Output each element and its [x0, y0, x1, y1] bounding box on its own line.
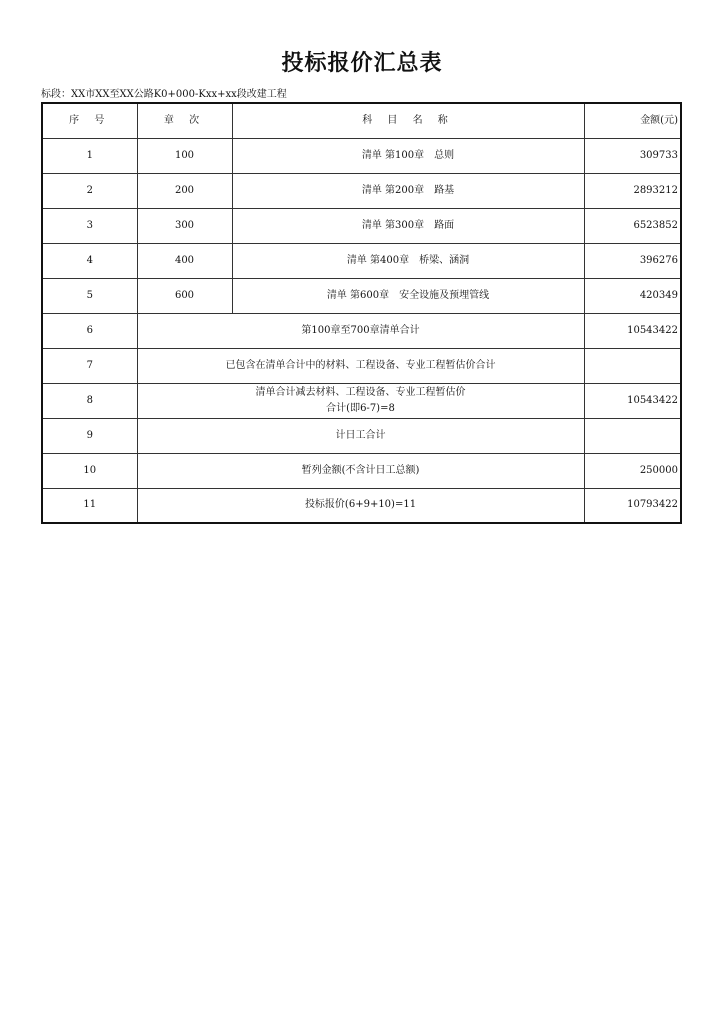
row-amount: 309733 [584, 138, 681, 173]
row-name: 计日工合计 [335, 429, 386, 441]
row-name-cell [137, 313, 584, 348]
header-chapter: 章 次 [137, 103, 232, 138]
total-row [42, 453, 681, 488]
table-row [42, 243, 681, 278]
table-row [42, 173, 681, 208]
row-chapter: 400 [137, 243, 232, 278]
header-name: 科 目 名 称 [232, 103, 584, 138]
table-header [42, 103, 681, 138]
row-chapter: 100 [137, 138, 232, 173]
row-name: 清单 第100章 总则 [232, 138, 584, 173]
row-no: 4 [42, 243, 137, 278]
row-no: 9 [42, 418, 137, 453]
row-no: 1 [42, 138, 137, 173]
row-name: 已包含在清单合计中的材料、工程设备、专业工程暂估价合计 [225, 359, 496, 371]
row-amount: 250000 [584, 453, 681, 488]
row-no: 3 [42, 208, 137, 243]
row-no: 2 [42, 173, 137, 208]
row-no: 11 [42, 488, 137, 523]
row-no: 7 [42, 348, 137, 383]
row-name: 清单 第400章 桥梁、涵洞 [232, 243, 584, 278]
row-name: 清单 第200章 路基 [232, 173, 584, 208]
row-chapter: 600 [137, 278, 232, 313]
table-row [42, 278, 681, 313]
total-row [42, 348, 681, 383]
total-row [42, 383, 681, 418]
row-name-cell [137, 488, 584, 523]
row-no: 10 [42, 453, 137, 488]
table-row [42, 138, 681, 173]
row-amount: 10793422 [584, 488, 681, 523]
row-no: 5 [42, 278, 137, 313]
row-no: 6 [42, 313, 137, 348]
row-name-cell [137, 348, 584, 383]
row-chapter: 200 [137, 173, 232, 208]
row-name-cell [137, 418, 584, 453]
row-name-cell [137, 383, 584, 418]
row-name-cell [137, 453, 584, 488]
row-name: 暂列金额(不含计日工总额) [301, 464, 420, 476]
row-amount: 10543422 [584, 313, 681, 348]
row-amount [584, 348, 681, 383]
row-name: 投标报价(6+9+10)=11 [304, 499, 417, 511]
row-no: 8 [42, 383, 137, 418]
total-row [42, 488, 681, 523]
row-amount: 396276 [584, 243, 681, 278]
header-amount: 金额(元) [584, 103, 681, 138]
row-amount: 10543422 [584, 383, 681, 418]
row-amount: 420349 [584, 278, 681, 313]
row-chapter: 300 [137, 208, 232, 243]
row-name: 清单 第600章 安全设施及预埋管线 [232, 278, 584, 313]
table-row [42, 208, 681, 243]
row-name-line2: 合计(即6-7)=8 [326, 402, 395, 414]
header-no: 序 号 [42, 103, 137, 138]
row-name: 第100章至700章清单合计 [301, 324, 420, 336]
row-name: 清单合计减去材料、工程设备、专业工程暂估价 [255, 386, 466, 398]
bid-summary-table [41, 102, 682, 524]
row-amount: 2893212 [584, 173, 681, 208]
page-title: 投标报价汇总表 [281, 51, 443, 76]
section-label: 标段：XX市XX至XX公路K0+000-Kxx+xx段改建工程 [41, 89, 287, 100]
row-name: 清单 第300章 路面 [232, 208, 584, 243]
row-amount [584, 418, 681, 453]
total-row [42, 418, 681, 453]
row-amount: 6523852 [584, 208, 681, 243]
total-row [42, 313, 681, 348]
